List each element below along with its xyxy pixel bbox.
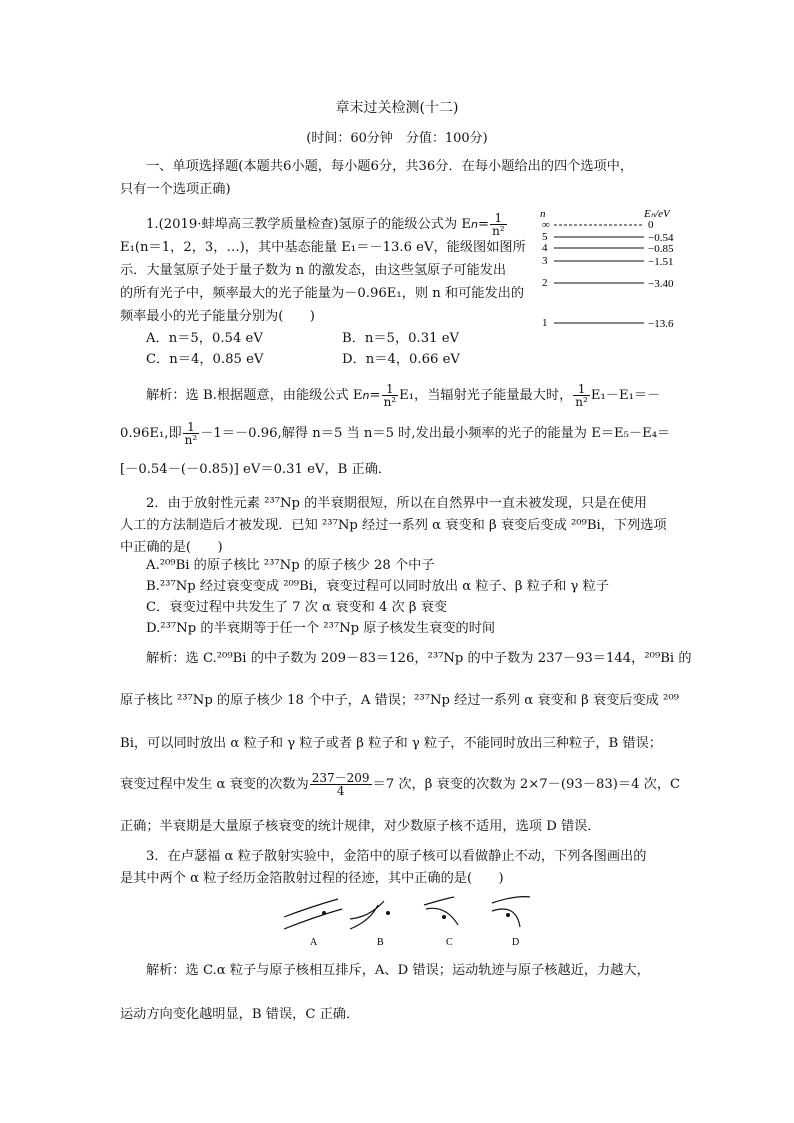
q2-option-a: A.²⁰⁹Bi 的原子核比 ²³⁷Np 的原子核少 28 个中子 xyxy=(146,558,435,573)
diagram-n-label: n xyxy=(540,208,546,220)
level-3-e: −1.51 xyxy=(648,256,674,268)
figure-b xyxy=(350,901,390,948)
level-5-e: −0.54 xyxy=(648,232,674,244)
level-2-e: −3.40 xyxy=(648,278,674,290)
q2-solution-line5: 正确；半衰期是大量原子核衰变的统计规律，对少数原子核不适用，选项 D 错误． xyxy=(120,819,601,834)
q2-option-b: B.²³⁷Np 经过衰变变成 ²⁰⁹Bi，衰变过程可以同时放出 α 粒子、β 粒子和 γ 粒子 xyxy=(146,579,609,594)
figure-c xyxy=(424,897,458,948)
section-heading-line2: 只有一个选项正确) xyxy=(120,182,231,197)
q1-sol-fraction1 xyxy=(382,383,399,408)
figure-d xyxy=(492,897,530,948)
q1-solution-line3: [－0.54－(－0.85)] eV＝0.31 eV，B 正确． xyxy=(120,462,392,477)
q1-sol2-start: 0.96E₁,即 xyxy=(120,426,182,441)
level-inf-n: ∞ xyxy=(542,219,550,231)
q3-line1: 3．在卢瑟福 α 粒子散射实验中，金箔中的原子核可以看做静止不动，下列各图画出的 xyxy=(146,849,647,864)
section-heading-line1: 一、单项选择题(本题共6小题，每小题6分，共36分．在每小题给出的四个选项中， xyxy=(146,159,634,174)
q1-option-c: C．n＝4，0.85 eV xyxy=(146,352,264,367)
q1-sol-fraction2 xyxy=(573,383,590,408)
q1-line1: 1.(2019·蚌埠高三教学质量检查)氢原子的能级公式为 En= $\frac{1}{\text{n²}}$ xyxy=(146,211,505,238)
q1-option-b: B．n＝5，0.31 eV xyxy=(342,331,460,346)
q2-sol4-start: 衰变过程中发生 α 衰变的次数为 xyxy=(120,777,309,792)
level-inf-e: 0 xyxy=(648,219,654,231)
q2-line2: 人工的方法制造后才被发现．已知 ²³⁷Np 经过一系列 α 衰变和 β 衰变后变成 ²⁰⁹Bi，下列选项 xyxy=(120,518,667,533)
level-4 xyxy=(542,242,674,255)
time-score-info: (时间：60分钟 分值：100分) xyxy=(306,131,488,146)
q2-sol4-fraction xyxy=(310,772,372,797)
level-5-n: 5 xyxy=(542,231,548,243)
level-3-n: 3 xyxy=(542,255,548,267)
q1-option-a: A．n＝5，0.54 eV xyxy=(146,331,263,346)
q1-sol-end: E₁－E₁＝－ xyxy=(590,388,661,403)
q1-sol-fraction1-num: 1 xyxy=(382,383,399,396)
diagram-e-label: Eₙ/eV xyxy=(644,208,670,220)
level-1-e: −13.6 xyxy=(648,318,674,330)
level-1-n: 1 xyxy=(542,317,548,329)
q3-solution-line1: 解析：选 C.α 粒子与原子核相互排斥，A、D 错误；运动轨迹与原子核越近，力越大， xyxy=(146,963,650,978)
q1-fraction-num: 1 xyxy=(490,212,507,225)
q2-option-c: C．衰变过程中共发生了 7 次 α 衰变和 4 次 β 衰变 xyxy=(146,600,448,615)
level-2-n: 2 xyxy=(542,277,548,289)
level-inf xyxy=(542,219,654,231)
level-2 xyxy=(542,277,674,290)
q1-sol-fraction3 xyxy=(183,421,200,446)
q1-sol-mid: E₁，当辐射光子能量最大时， xyxy=(399,388,573,403)
q1-line2: E₁(n＝1，2，3，…)，其中基态能量 E₁＝－13.6 eV，能级图如图所 xyxy=(120,240,526,255)
q1-sol-fraction2-num: 1 xyxy=(573,383,590,396)
q1-solution-line1: 解析：选 B.根据题意，由能级公式 En= $\frac{1}{\text{n²}}$ E₁，当辐射光子能量最大时， $\frac{1}{\text{n²}}$ E₁－E₁＝－ xyxy=(146,382,661,409)
figure-b-label: B xyxy=(377,937,384,948)
q2-solution-line2: 原子核比 ²³⁷Np 的原子核少 18 个中子，A 错误；²³⁷Np 经过一系列 α 衰变和 β 衰变后变成 ²⁰⁹ xyxy=(120,693,679,708)
level-4-e: −0.85 xyxy=(648,243,674,255)
level-3 xyxy=(542,255,673,268)
q1-sol-fraction2-den: n² xyxy=(575,395,588,409)
figure-a-label: A xyxy=(310,937,318,948)
q1-option-d: D．n＝4，0.66 eV xyxy=(342,352,460,367)
q2-line1: 2．由于放射性元素 ²³⁷Np 的半衰期很短，所以在自然界中一直未被发现，只是在使用 xyxy=(146,496,647,511)
q1-line4: 的所有光子中，频率最大的光子能量为－0.96E₁，则 n 和可能发出的 xyxy=(120,286,525,301)
level-4-n: 4 xyxy=(542,242,548,254)
figure-c-label: C xyxy=(446,937,453,948)
q1-sol-fraction1-den: n² xyxy=(383,395,397,409)
q1-sol-fraction3-den: n² xyxy=(184,433,198,447)
q2-solution-line1: 解析：选 C.²⁰⁹Bi 的中子数为 209－83＝126，²³⁷Np 的中子数为 237－93＝144，²⁰⁹Bi 的 xyxy=(146,651,692,666)
level-1 xyxy=(542,317,674,330)
q2-line3: 中正确的是( ) xyxy=(120,540,223,555)
q1-equals: = xyxy=(478,217,490,232)
q1-stem-start: 1.(2019·蚌埠高三教学质量检查)氢原子的能级公式为 E xyxy=(146,217,472,232)
q1-sol-equals: = xyxy=(369,388,381,403)
q1-line5: 频率最小的光子能量分别为( ) xyxy=(120,309,315,324)
figure-d-label: D xyxy=(512,937,520,948)
q1-sol-start: 解析：选 B.根据题意，由能级公式 E xyxy=(146,388,363,403)
q2-solution-line4 xyxy=(120,772,680,797)
q3-line2: 是其中两个 α 粒子经历金箔散射过程的径迹，其中正确的是( ) xyxy=(120,871,504,886)
q1-sol-fraction3-num: 1 xyxy=(183,421,200,434)
energy-level-diagram xyxy=(536,206,686,336)
scattering-figures xyxy=(280,895,550,951)
q2-sol4-fraction-num: 237－209 xyxy=(311,771,370,785)
figure-a xyxy=(284,899,342,948)
q1-fraction-den: n² xyxy=(492,224,505,238)
q2-sol4-fraction-den: 4 xyxy=(336,784,345,798)
q2-option-d: D.²³⁷Np 的半衰期等于任一个 ²³⁷Np 原子核发生衰变的时间 xyxy=(146,621,496,636)
q3-solution-line2: 运动方向变化越明显，B 错误，C 正确． xyxy=(120,1007,360,1022)
q2-sol4-end: ＝7 次，β 衰变的次数为 2×7－(93－83)＝4 次，C xyxy=(372,777,681,792)
q1-solution-line2 xyxy=(120,421,670,446)
q2-solution-line3: Bi，可以同时放出 α 粒子和 γ 粒子或者 β 粒子和 γ 粒子，不能同时放出三种粒子，B 错误； xyxy=(120,736,662,751)
q1-line3: 示．大量氢原子处于量子数为 n 的激发态，由这些氢原子可能发出 xyxy=(120,263,507,278)
q1-fraction xyxy=(490,212,507,237)
q1-sol2-end: －1＝－0.96,解得 n＝5 当 n＝5 时,发出最小频率的光子的能量为 E＝E₅－E₄＝ xyxy=(200,426,671,441)
page-title: 章末过关检测(十二) xyxy=(335,100,459,116)
